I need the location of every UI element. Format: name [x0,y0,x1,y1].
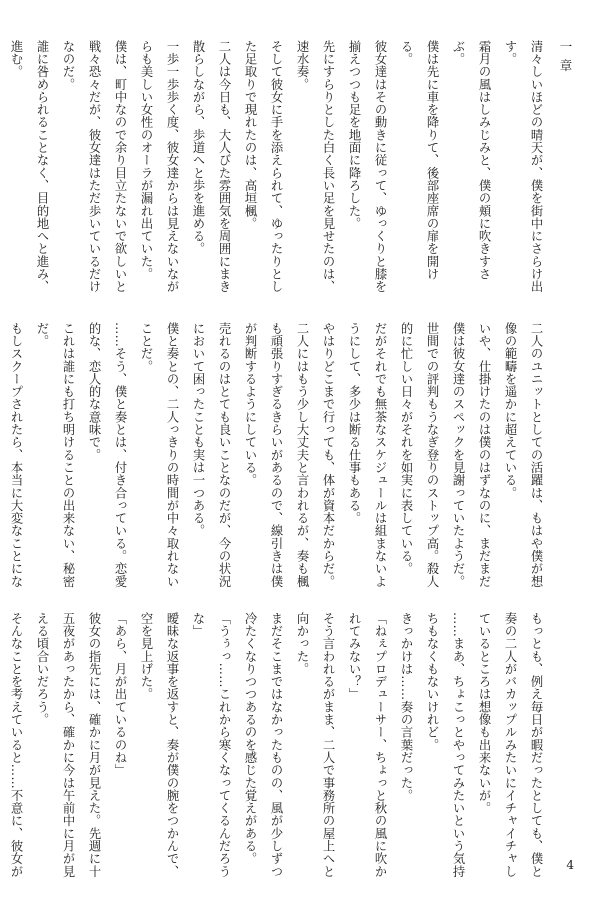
paragraph: 売れるのはとても良いことなのだが、今の状況において困ったことも実は一つある。 [191,322,231,588]
paragraph: 先にすらりとした白く長い足を見せたのは、速水奏。 [295,40,335,293]
paragraph: いや、仕掛けたのは僕のはずなのに、まだまだ僕は彼女達のスペックを見謝っていたようだ。 [451,322,491,588]
paragraph: もしスクープされたら、本当に大変なことにな [9,322,23,588]
paragraph: 「ねぇプロデューサー、ちょっと秋の風に吹かれてみない？」 [347,612,387,878]
paragraph: 曖昧な返事を返すと、奏が僕の腕をつかんで、空を見上げた。 [139,612,179,878]
paragraph: 僕は、町中なので余り目立たないで欲しいと戦々恐々だが、彼女達はただ歩いているだけなのだ。 [61,40,127,293]
paragraph: だがそれでも無茶なスケジュールは組まないようにして、多少は断る仕事もある。 [347,322,387,588]
paragraph: 「あら、月が出ているのね」 [113,612,127,777]
paragraph [0,40,3,305]
paragraph: これは誰にも打ち明けることの出来ない、秘密だ。 [35,322,75,588]
paragraph: 霜月の風はしみじみと、僕の頬に吹きすさぶ。 [451,40,491,281]
paragraph: 僕は先に車を降りて、後部座席の扉を開ける。 [399,40,439,281]
paragraph: ……そう、僕と奏とは、付き合っている。恋愛的な、恋人的な意味で。 [87,322,127,588]
text-tier-3 [9,612,549,884]
text-tier-2 [9,322,549,592]
paragraph: 清々しいほどの晴天が、僕を街中にさらけ出す。 [503,40,543,293]
paragraph: 一歩一歩歩く度、彼女達からは見えないながらも美しい女性のオーラが漏れ出ていた。 [139,40,179,293]
page-number: 4 [566,858,574,872]
paragraph: そんなことを考えていると……不意に、彼女が [9,612,23,878]
paragraph: 二人にはもう少し大丈夫と言われるが、奏も楓も頑張りすぎるきらいがあるので、線引きは僕が判断するようにしている。 [243,322,309,588]
paragraph: やはりどこまで行っても、体が資本だからだ。 [321,322,335,588]
paragraph: そう言われるがまま、二人で事務所の屋上へと向かった。 [295,612,335,878]
paragraph: きっかけは……奏の言葉だった。 [399,612,413,802]
text-tier-1 [9,40,549,305]
paragraph: 僕と奏との、二人っきりの時間が中々取れないことだ。 [139,322,179,588]
paragraph: 「うぅっ……これから寒くなってくるんだろうな」 [191,612,231,878]
paragraph: 二人は今日も、大人びた雰囲気を周囲にまき散らしながら、歩道へと歩を進める。 [191,40,231,293]
paragraph: 彼女達はその動きに従って、ゆっくりと膝を揃えつつも足を地面に降ろした。 [347,40,387,293]
chapter-heading: 一章 [558,40,573,78]
paragraph: 二人のユニットとしての活躍は、もはや僕が想像の範疇を遥かに超えている。 [503,322,543,588]
paragraph: 誰に咎められることなく、目的地へと進み、進む。 [9,40,49,293]
paragraph: 彼女の指先には、確かに月が見えた。先週に十五夜があったから、確かに今は午前中に月が見える頃合いだろう。 [35,612,101,878]
paragraph: ……まあ、ちょこっとやってみたいという気持ちもなくもないけれど。 [425,612,465,878]
paragraph: 世間での評判もうなぎ登りのストップ高。殺人的に忙しい日々がそれを如実に表している。 [399,322,439,588]
paragraph: もっとも、例え毎日が暇だったとしても、僕と奏の二人がバカップルみたいにイチャイチャしているところは想像も出来ないが。 [477,612,543,878]
paragraph: そして彼女に手を添えられて、ゆったりとした足取りで現れたのは、高垣楓。 [243,40,283,293]
paragraph: まだそこまではなかったものの、風が少しずつ冷たくなりつつあるのを感じた覚えがある。 [243,612,283,878]
